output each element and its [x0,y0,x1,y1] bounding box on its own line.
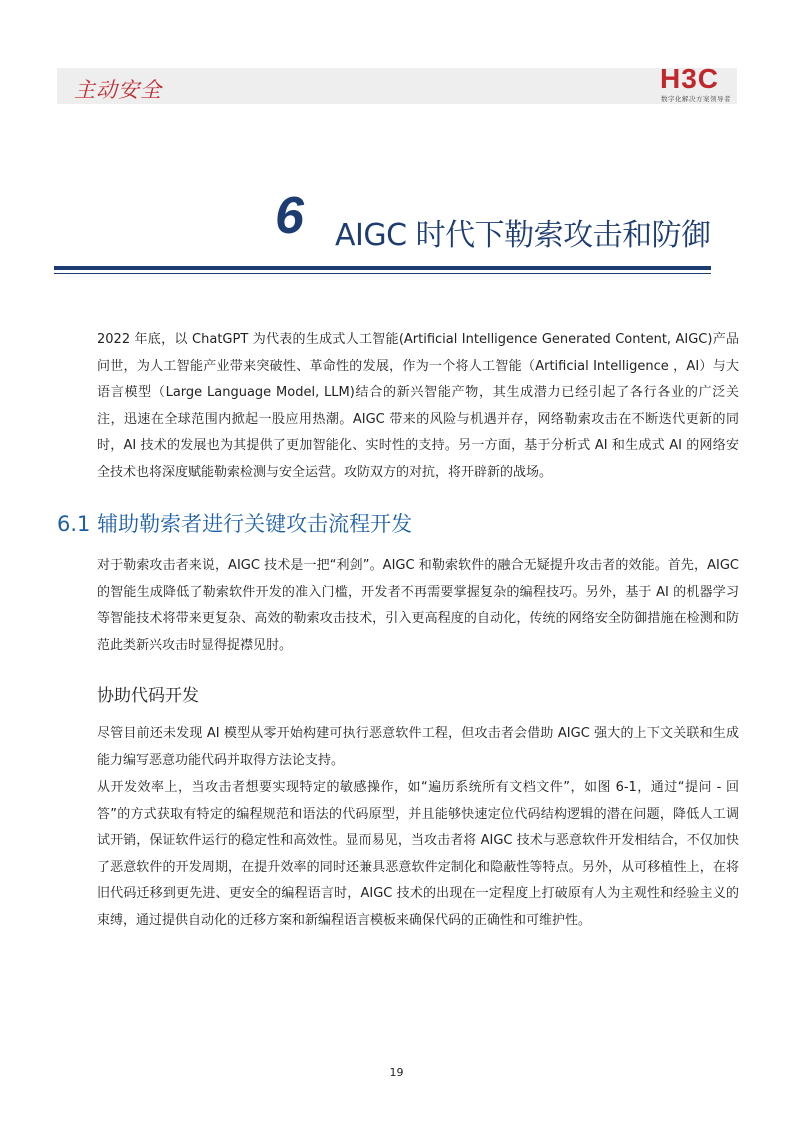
logo-tagline: 数字化解决方案领导者 [661,95,731,103]
page-number: 19 [389,1066,404,1079]
subsection-heading: 协助代码开发 [97,686,199,706]
chapter-rule-thick [54,266,711,270]
section-paragraph: 对于勒索攻击者来说，AIGC 技术是一把“利剑”。AIGC 和勒索软件的融合无疑提升攻击者的效能。首先，AIGC 的智能生成降低了勒索软件开发的准入门槛，开发者不再需要掌握复杂的编程技巧。另外，基于 AI 的机器学习等智能技术将带来更复杂、高效的勒索攻击技术，引入更高程度的自动化，传统的网络安全防御措施在检测和防范此类新兴攻击时显得捉襟见肘。 [97,558,739,653]
h3c-logo: H3C [660,63,720,94]
section-heading: 6.1 辅助勒索者进行关键攻击流程开发 [57,512,413,536]
chapter-number: 6 [275,187,304,245]
intro-paragraph: 2022 年底，以 ChatGPT 为代表的生成式人工智能(Artificial Intelligence Generated Content, AIGC)产品问世，为人工智能产业带来突破性、革命性的发展，作为一个将人工智能（Artificial Intelligence ，AI）与大语言模型（Large Language Model, LLM)结合的新兴智能产物，其生成潜力已经引起了各行各业的广泛关注，迅速在全球范围内掀起一股应用热潮。AIGC 带来的风险与机遇并存，网络勒索攻击在不断迭代更新的同时，AI 技术的发展也为其提供了更加智能化、实时性的支持。另一方面，基于分析式 AI 和生成式 AI 的网络安全技术也将深度赋能勒索检测与安全运营。攻防双方的对抗，将开辟新的战场。 [97,332,739,480]
chapter-rule-thin [54,273,711,274]
subsection-paragraph-1: 尽管目前还未发现 AI 模型从零开始构建可执行恶意软件工程，但攻击者会借助 AIGC 强大的上下文关联和生成能力编写恶意功能代码并取得方法论支持。 [97,726,739,768]
chapter-title: AIGC 时代下勒索攻击和防御 [335,218,711,253]
subsection-paragraph-2: 从开发效率上，当攻击者想要实现特定的敏感操作，如“遍历系统所有文档文件”，如图 6-1，通过“提问 - 回答”的方式获取有特定的编程规范和语法的代码原型，并且能够快速定位代码结构逻辑的潜在问题，降低人工调试开销，保证软件运行的稳定性和高效性。显而易见，当攻击者将 AIGC 技术与恶意软件开发相结合，不仅加快了恶意软件的开发周期，在提升效率的同时还兼具恶意软件定制化和隐蔽性等特点。另外，从可移植性上，在将旧代码迁移到更先进、更安全的编程语言时，AIGC 技术的出现在一定程度上打破原有人为主观性和经验主义的束缚，通过提供自动化的迁移方案和新编程语言模板来确保代码的正确性和可维护性。 [97,780,739,928]
header-section-title: 主动安全 [74,78,162,102]
